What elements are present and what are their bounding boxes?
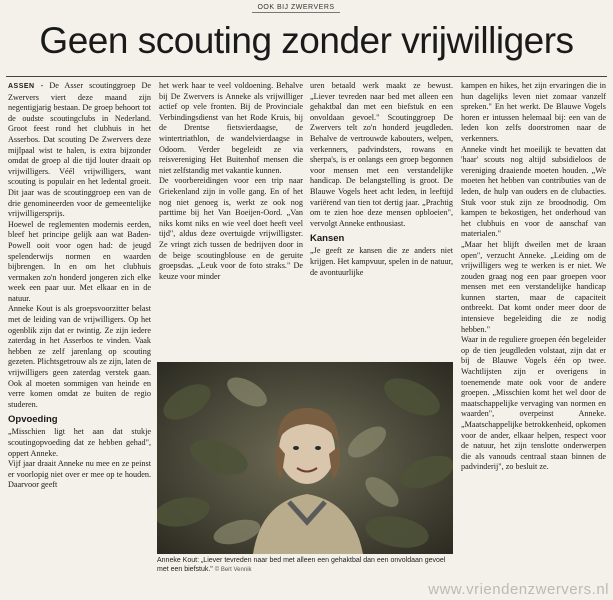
article-column-4 [461,81,606,581]
paragraph: „Misschien ligt het aan dat stukje scoutingopvoeding dat ze hebben gehad", oppert Anneke. [8,427,151,458]
paragraph: De voorbereidingen voor een trip naar Griekenland zijn in volle gang. En of het nog niet genoeg is, werkt ze ook nog parttime bij het Van Boeijen-Oord. „Van niks komt niks en wie veel doet heeft veel tijd", aldus deze overtuigde vrijwilligster. Ze vringt zich tussen de bedrijven door in de beige scoutingblouse en de geruite groepsdas. „Leuk voor de foto straks." De keuze voor minder [159,176,303,281]
photo-credit: © Bert Vennik [214,567,252,573]
caption-text: Anneke Kout: „Liever tevreden naar bed met alleen een gehaktbal dan een onvoldaan gevoel met een biefstuk." [157,557,446,573]
section-kicker: OOK BIJ ZWERVERS [252,4,340,13]
paragraph: Waar in de reguliere groepen één begeleider op de tien jeugdleden volstaat, zijn dat er bij de Blauwe Vogels één op twee. Wachtlijsten zijn er overigens in toenemende mate ook voor de andere groepen. „Misschien komt het wel door de maatschappelijke vervaging van normen en waarden", overpeinst Anneke. „Maatschappelijke betrokkenheid, opkomen voor de ander, elkaar helpen, respect voor de natuur, het zijn tenslotte onderwerpen die als vanouds centraal staan binnen de padvinderij", zo besluit ze. [461,335,606,472]
paragraph [8,81,151,220]
paragraph: uren betaald werk maakt ze bewust. „Liever tevreden naar bed met alleen een gehaktbal dan met een biefstuk en een onvoldaan gevoel." Scoutinggroep De Zwervers telt zo'n honderd jeugdleden. Behalve de vertrouwde kabouters, welpen, verkenners, padvindsters, rowans en sherpa's, is er onlangs een groep begonnen voor mensen met een verstandelijke handicap. De belangstelling is groot. De Blauwe Vogels heet acht leden, in leeftijd variërend van tien tot dertig jaar. „Prachtig om te zien hoe deze mensen opbloeien", vervolgt Anneke enthousiast. [310,81,453,228]
paragraph: „Maar het blijft dweilen met de kraan open", verzucht Anneke. „Leiding om de vrijwilligers weg te werken is er niet. We zouden graag nog een paar groepen voor mensen met een verstandelijke handicap kunnen starten, maar de capaciteit ontbreekt. Dat komt onder meer door de intensieve begeleiding die ze nodig hebben." [461,239,606,334]
paragraph: „Je geeft ze kansen die ze anders niet krijgen. Het kampvuur, spelen in de natuur, de avontuurlijke [310,246,453,277]
dateline: ASSEN [8,83,35,90]
paragraph: kampen en hikes, het zijn ervaringen die in hun dagelijks leven niet zomaar vanzelf spreken." En het werkt. De Blauwe Vogels horen er intussen helemaal bij: een van de leden kon zelfs doorstromen naar de verkenners. [461,81,606,143]
paragraph: Anneke Kout is als groepsvoorzitter belast met de leiding van de vrijwilligers. Op het ogenblik zijn dat er twintig. Ze zijn iedere zaterdag in het Asserbos te vinden. Vaak hebben ze zelf jarenlang op scouting gezeten. Plichtsgetrouw als ze zijn, laten de vrijwilligers geen zaterdag verstek gaan. Ook al moeten sommigen van heinde en verre komen omdat ze buiten de regio studeren. [8,304,151,409]
headline: Geen scouting zonder vrijwilligers [39,20,574,61]
photo-illustration [157,362,453,554]
paragraph: Hoewel de reglementen modernis eerden, bleef het principe gelijk aan wat Baden-Powell ooit voor ogen had: de jeugd spelenderwijs normen en waarden bijbrengen. In en om het clubhuis vermaken zo'n honderd jongeren zich elke week een paar uur. Met elkaar en in de natuur. [8,219,151,303]
paragraph: Vijf jaar draait Anneke nu mee en ze peinst er voorlopig niet over er mee op te houden. Daarvoor geeft [8,459,151,490]
article-column-1 [8,81,151,598]
watermark: www.vriendenzwervers.nl [428,581,609,598]
photo-caption [157,556,453,575]
subheading-opvoeding: Opvoeding [8,414,58,426]
article-column-3 [310,81,453,359]
photo-anneke-kout [157,362,453,554]
paragraph: het werk haar te veel voldoening. Behalve bij De Zwervers is Anneke als vrijwilliger actief op vele fronten. Bij de Provinciale Verbindingsdienst van het Rode Kruis, bij de Drentse fietsvierdaagse, de wintertriathlon, de wandelvierdaagse in Odoorn. Verder begeleidt ze via reisvereniging Het Buitenhof mensen die niet zelfstandig met vakantie kunnen. [159,81,303,175]
subheading-kansen: Kansen [310,233,345,245]
paragraph: Anneke vindt het moeilijk te bevatten dat 'haar' scouts nog altijd subsidieloos de vereniging draaiende moeten houden. „We moeten het hebben van contributies van de leden, de hulp van ouders en de clubacties. Stuk voor stuk zijn ze broodnodig. Om kampen te bekostigen, het onderhoud van het clubhuis en voor de aanschaf van materialen." [461,144,606,239]
headline-rule [6,76,607,77]
paragraph-text: - De Asser scoutinggroep De Zwervers viert deze maand zijn negentigjarig bestaan. De groep behoort tot de oudste scoutingclubs in Nederland. Groot feest rond het clubhuis in het Asserbos. Dat scouting De Zwervers deze mijlpaal wist te halen, is extra bijzonder omdat de groep al die tijd louter draait op vrijwilligers. Véél vrijwilligers, want scouting is populair en het ledental groeit. Dit jaar was de scoutinggroep een van de drie genomineerden voor de gemeentelijke vrijwilligersprijs. [8,81,151,219]
article-column-2 [159,81,303,359]
